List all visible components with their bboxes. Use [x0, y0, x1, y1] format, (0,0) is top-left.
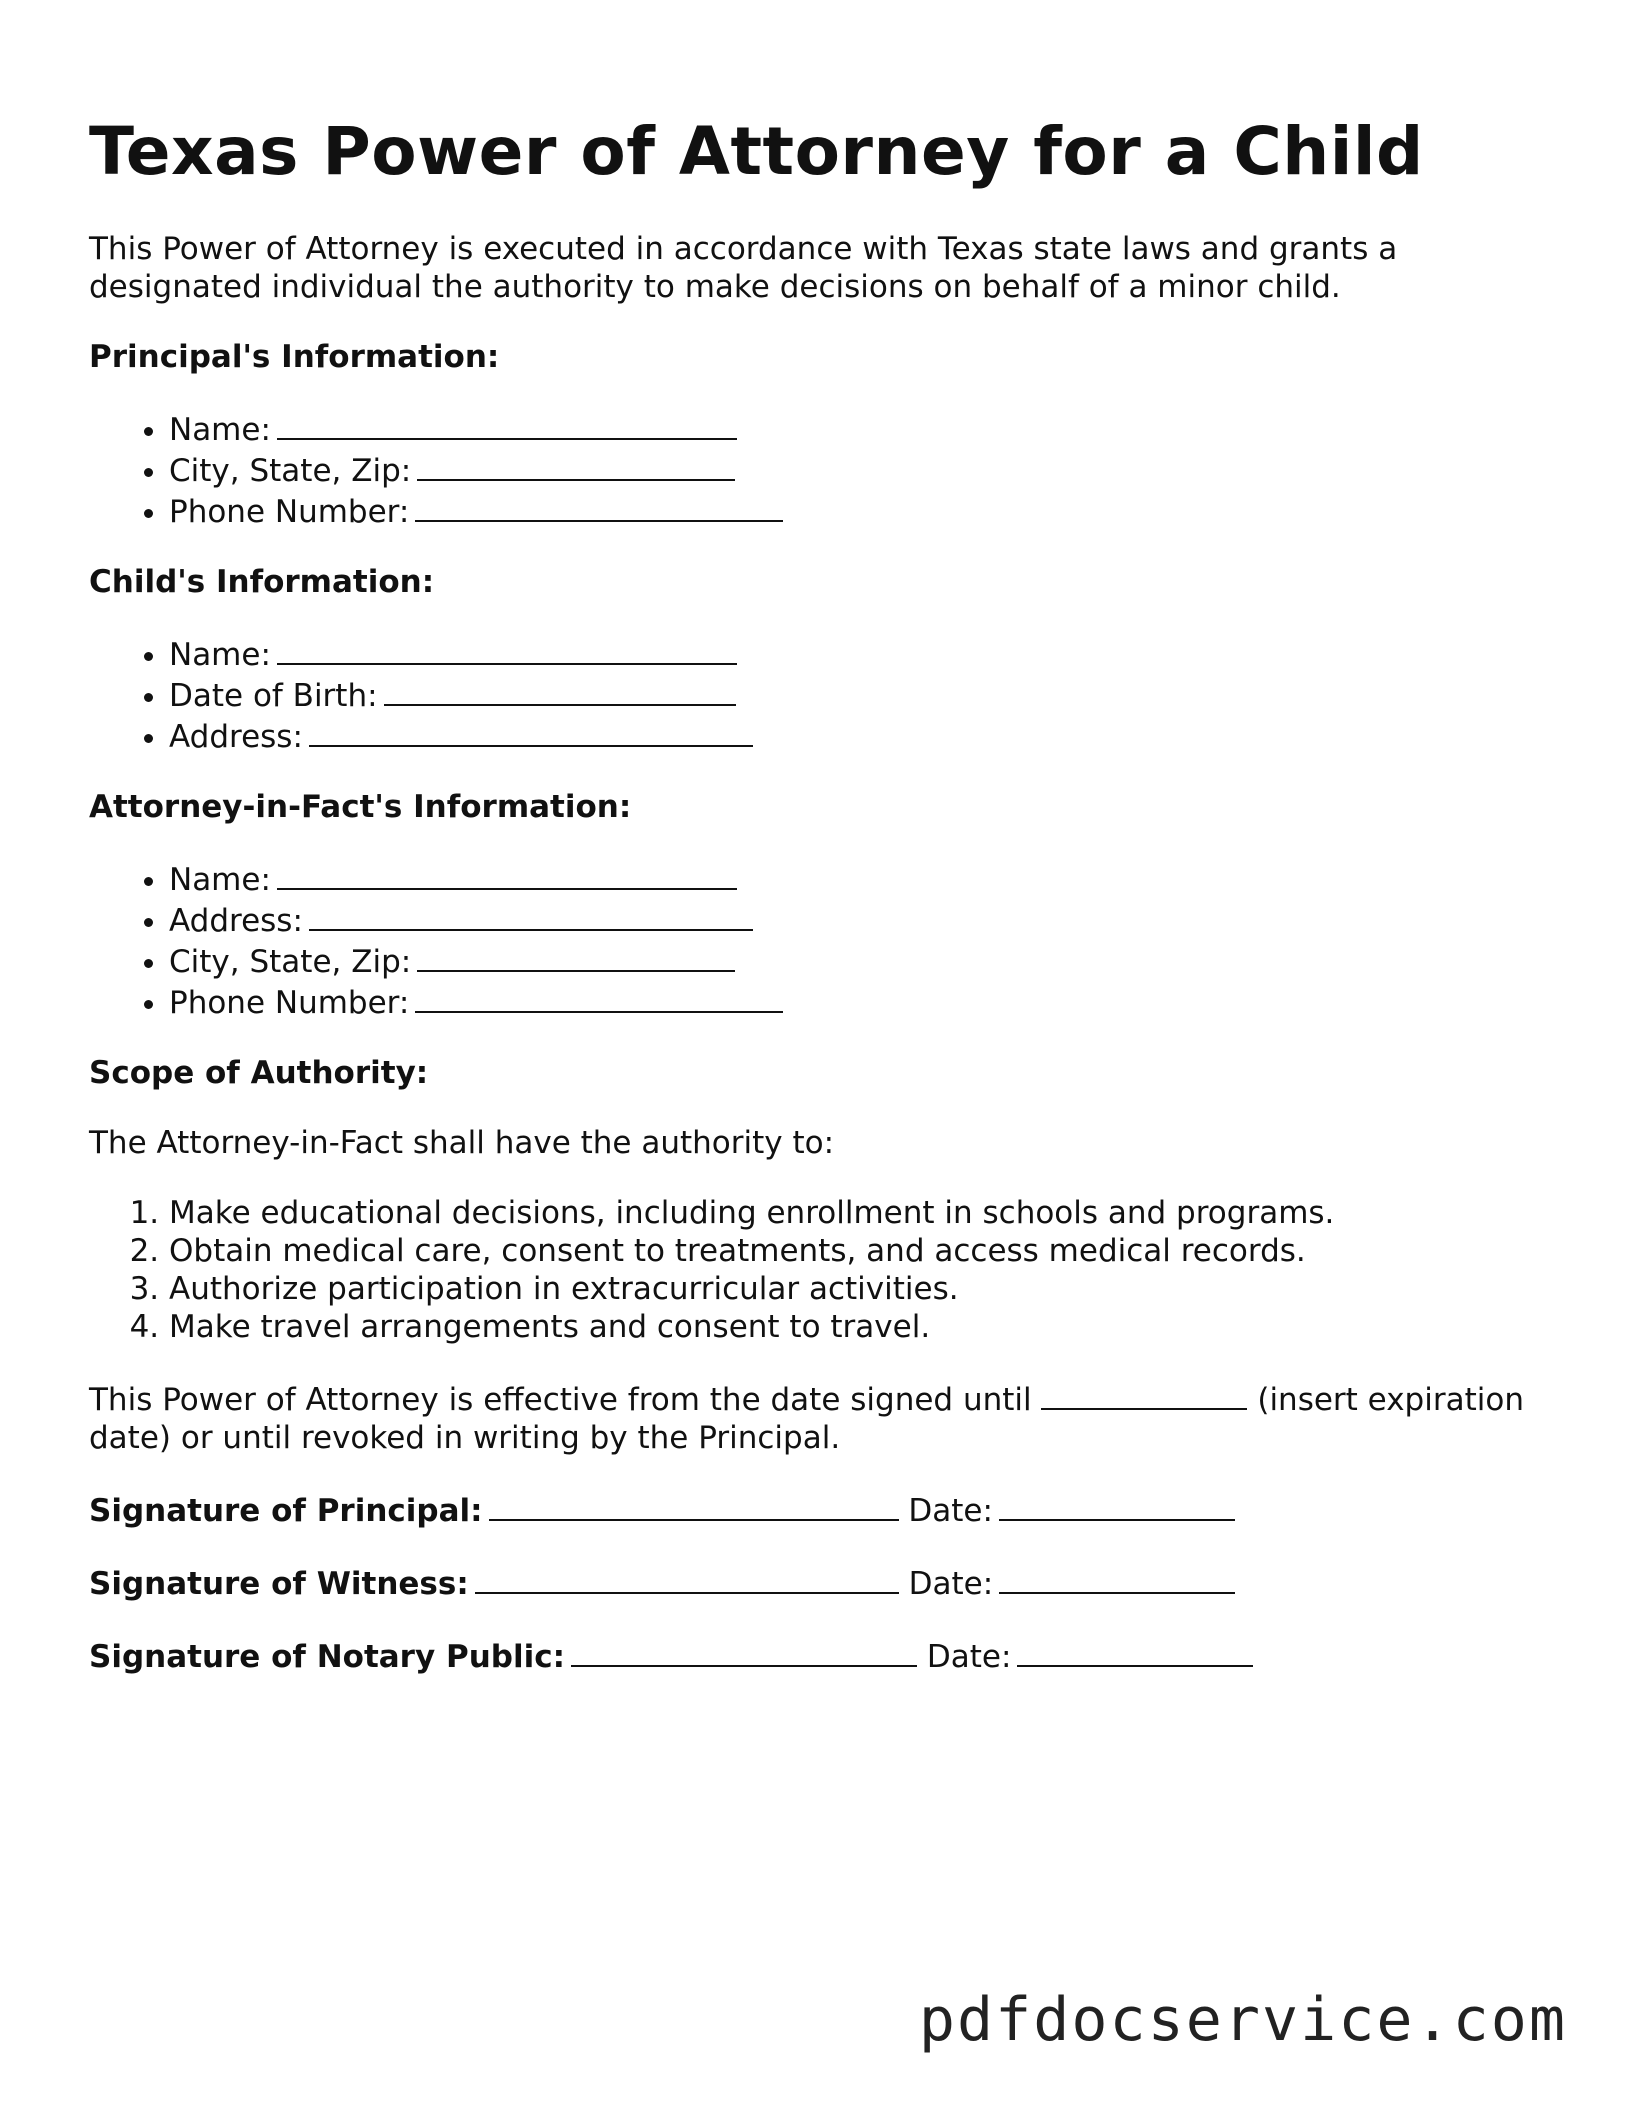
notary-signature-row	[89, 1635, 1529, 1676]
field-label: Name:	[169, 637, 271, 673]
list-item	[169, 858, 1529, 899]
scope-intro: The Attorney-in-Fact shall have the authority to:	[89, 1125, 835, 1161]
child-field-list	[89, 633, 1529, 756]
child-name-blank[interactable]	[277, 633, 737, 665]
witness-signature-blank[interactable]	[475, 1562, 899, 1594]
field-label: Address:	[169, 903, 303, 939]
list-item	[169, 981, 1529, 1022]
list-item	[169, 408, 1529, 449]
watermark-text: pdfdocservice.com	[918, 1985, 1567, 2055]
principal-phone-blank[interactable]	[415, 490, 783, 522]
list-item	[169, 674, 1529, 715]
date-label: Date:	[908, 1493, 993, 1529]
attorney-phone-blank[interactable]	[415, 981, 783, 1013]
document-title: Texas Power of Attorney for a Child	[89, 113, 1424, 190]
attorney-city-blank[interactable]	[417, 940, 735, 972]
attorney-address-blank[interactable]	[309, 899, 753, 931]
list-item	[169, 899, 1529, 940]
principal-signature-label: Signature of Principal:	[89, 1493, 483, 1529]
child-address-blank[interactable]	[309, 715, 753, 747]
list-item	[169, 633, 1529, 674]
attorney-heading: Attorney-in-Fact's Information:	[89, 789, 632, 825]
list-item: 3. Authorize participation in extracurricular activities.	[169, 1270, 1529, 1308]
field-label: Phone Number:	[169, 985, 410, 1021]
field-label: Name:	[169, 862, 271, 898]
list-item: 2. Obtain medical care, consent to treatments, and access medical records.	[169, 1232, 1529, 1270]
child-dob-blank[interactable]	[384, 674, 736, 706]
list-item	[169, 940, 1529, 981]
principal-signature-row	[89, 1489, 1529, 1530]
list-item	[169, 715, 1529, 756]
notary-signature-label: Signature of Notary Public:	[89, 1639, 565, 1675]
scope-list	[89, 1194, 1529, 1346]
field-label: Name:	[169, 412, 271, 448]
scope-heading: Scope of Authority:	[89, 1055, 429, 1091]
principal-heading: Principal's Information:	[89, 339, 500, 375]
attorney-name-blank[interactable]	[277, 858, 737, 890]
notary-date-blank[interactable]	[1017, 1635, 1253, 1667]
field-label: Date of Birth:	[169, 678, 378, 714]
child-heading: Child's Information:	[89, 564, 435, 600]
witness-signature-row	[89, 1562, 1529, 1603]
notary-signature-blank[interactable]	[571, 1635, 917, 1667]
principal-name-blank[interactable]	[277, 408, 737, 440]
field-label: City, State, Zip:	[169, 944, 412, 980]
list-item: 4. Make travel arrangements and consent to travel.	[169, 1308, 1529, 1346]
principal-date-blank[interactable]	[999, 1489, 1235, 1521]
effective-paragraph	[89, 1378, 1529, 1457]
witness-date-blank[interactable]	[999, 1562, 1235, 1594]
principal-field-list	[89, 408, 1529, 531]
witness-signature-label: Signature of Witness:	[89, 1566, 469, 1602]
intro-paragraph: This Power of Attorney is executed in accordance with Texas state laws and grants a designated individual the authority to make decisions on behalf of a minor child.	[89, 231, 1398, 305]
effective-text-after: (insert expiration date) or until revoked in writing by the Principal.	[89, 1382, 1524, 1456]
date-label: Date:	[908, 1566, 994, 1602]
list-item: 1. Make educational decisions, including enrollment in schools and programs.	[169, 1194, 1529, 1232]
list-item	[169, 449, 1529, 490]
list-item	[169, 490, 1529, 531]
date-label: Date:	[926, 1639, 1012, 1675]
field-label: Phone Number:	[169, 494, 410, 530]
expiration-date-blank[interactable]	[1041, 1378, 1247, 1410]
attorney-field-list	[89, 858, 1529, 1022]
field-label: Address:	[169, 719, 303, 755]
effective-text-before: This Power of Attorney is effective from the date signed until	[89, 1382, 1032, 1418]
document-page	[89, 110, 1529, 1708]
field-label: City, State, Zip:	[169, 453, 412, 489]
principal-city-blank[interactable]	[417, 449, 735, 481]
principal-signature-blank[interactable]	[489, 1489, 899, 1521]
